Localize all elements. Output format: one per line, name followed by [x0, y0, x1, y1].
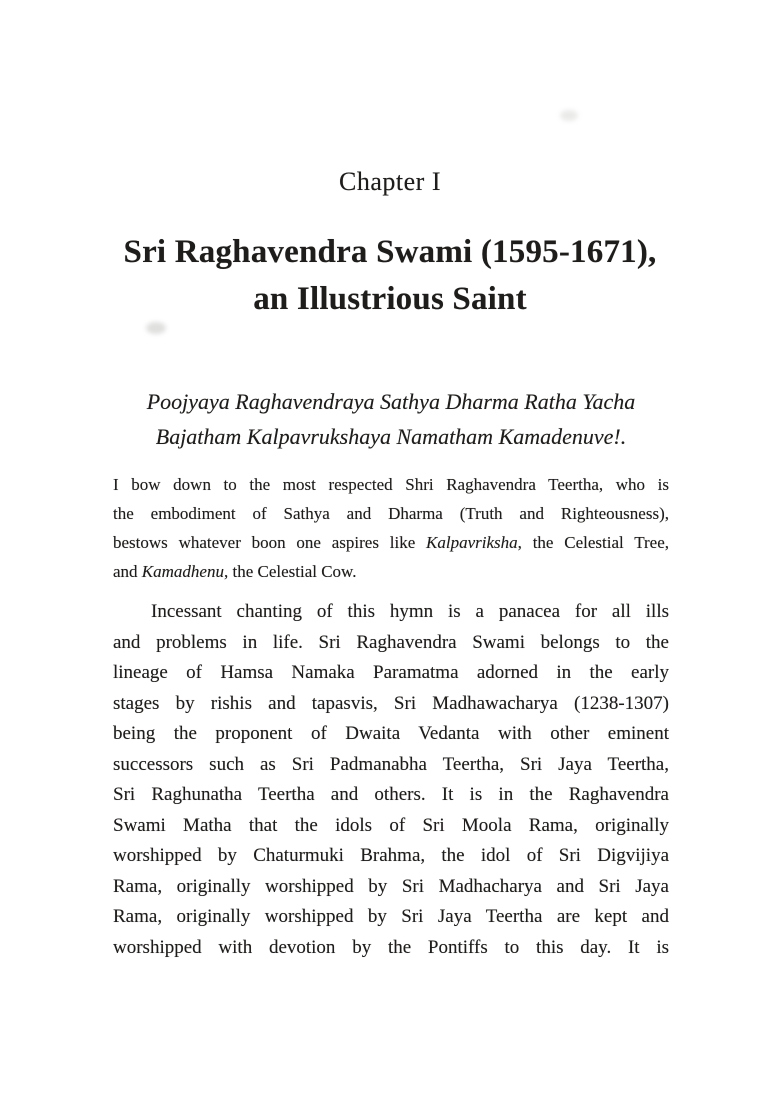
text-line: and problems in life. Sri Raghavendra Swami belongs to the [113, 631, 669, 653]
text-line: worshipped by Chaturmuki Brahma, the idol of Sri Digvijiya [113, 845, 669, 866]
sanskrit-verse [113, 384, 669, 454]
scan-artifact [560, 110, 578, 121]
text-line: worshipped with devotion by the Pontiffs to this day. It is [113, 936, 669, 958]
text-line: Poojyaya Raghavendraya Sathya Dharma Ratha Yacha [146, 389, 636, 414]
text-line: and Kamadhenu, the Celestial Cow. [113, 562, 357, 581]
chapter-heading: Chapter I [339, 167, 441, 196]
text-line: bestows whatever boon one aspires like Kalpavriksha, the Celestial Tree, [113, 533, 669, 552]
text-line: being the proponent of Dwaita Vedanta with other eminent [113, 723, 669, 744]
text-line: an Illustrious Saint [253, 281, 527, 317]
text-line: Rama, originally worshipped by Sri Madhacharya and Sri Jaya [113, 875, 669, 897]
chapter-title [0, 229, 780, 323]
text-line: I bow down to the most respected Shri Raghavendra Teertha, who is [113, 475, 669, 494]
text-line: stages by rishis and tapasvis, Sri Madhawacharya (1238-1307) [113, 692, 669, 714]
text-line: Sri Raghavendra Swami (1595-1671), [123, 234, 657, 270]
text-line: Swami Matha that the idols of Sri Moola Rama, originally [113, 814, 669, 836]
text-line: lineage of Hamsa Namaka Paramatma adorned in the early [113, 662, 669, 683]
body-paragraph [113, 597, 669, 963]
text-line: the embodiment of Sathya and Dharma (Truth and Righteousness), [113, 504, 669, 523]
text-line: Sri Raghunatha Teertha and others. It is in the Raghavendra [113, 784, 669, 805]
text-line: Incessant chanting of this hymn is a panacea for all ills [151, 601, 669, 622]
text-line: Bajatham Kalpavrukshaya Namatham Kamadenuve!. [155, 424, 627, 449]
text-line: successors such as Sri Padmanabha Teertha, Sri Jaya Teertha, [113, 753, 669, 775]
verse-translation-paragraph [113, 470, 669, 586]
text-line: Rama, originally worshipped by Sri Jaya Teertha are kept and [113, 906, 669, 927]
scan-artifact [146, 322, 166, 334]
